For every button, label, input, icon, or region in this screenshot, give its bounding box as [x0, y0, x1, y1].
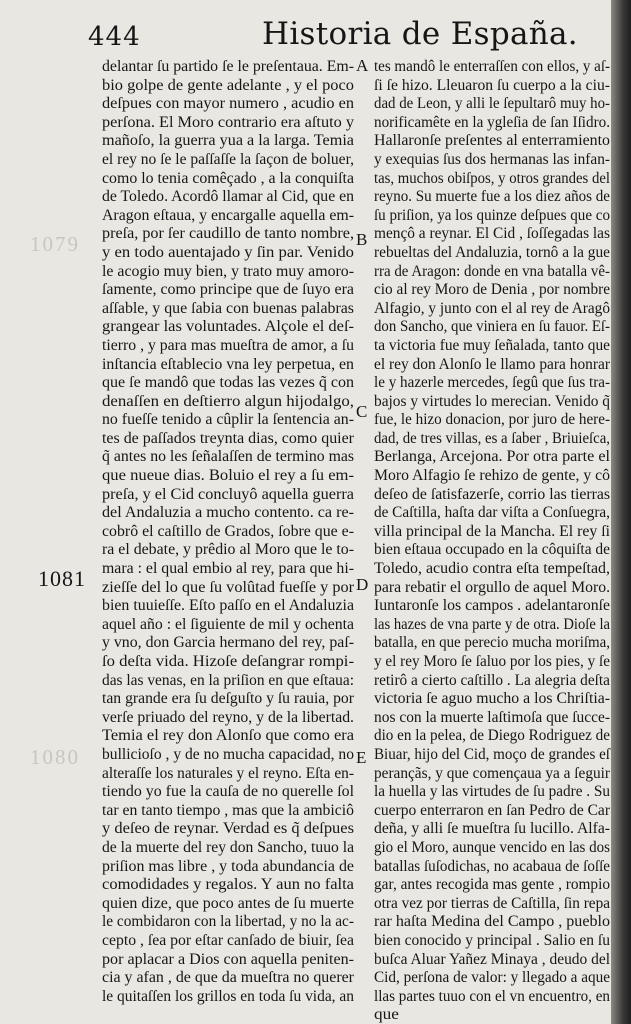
- page-edge-shadow: [611, 0, 631, 1024]
- text-line: deña, y alli ſe mueſtra ſu lucillo. Alfa-: [374, 820, 610, 838]
- text-line: q̃ antes no les ſeñalaſſen de termino mas: [102, 448, 354, 466]
- text-line: dad de Leon, y alli le ſepultarô muy ho-: [374, 95, 610, 113]
- text-line: cobrô el caſtillo de Grados, ſobre que e-: [102, 522, 354, 540]
- text-line: dio en la pelea, de Diego Rodriguez de: [374, 727, 610, 745]
- text-line: tierro , y para mas mueſtra de amor, a ſu: [102, 336, 354, 354]
- text-line: otra vez por tierras de Caſtilla, ſin repa: [374, 894, 610, 912]
- text-line: bien eſtaua occupado en la côquiſta de: [374, 541, 610, 559]
- text-line: Temia el rey don Alonſo que como era: [102, 727, 354, 745]
- text-line: tiendo yo fue la cauſa de no querelle ſol: [102, 783, 354, 801]
- text-line: y vno, don Garcia hermano del rey, paſ-: [102, 634, 354, 652]
- text-line: don Sancho, que viniera en ſu fauor. Eſ-: [374, 318, 610, 336]
- text-line: Biuar, hijo del Cid, moço de grandes eſ: [374, 745, 610, 763]
- text-line: Toledo, acudio contra eſta tempeſtad,: [374, 560, 610, 578]
- page-number: 444: [88, 22, 141, 52]
- text-line: mara : el qual embio al rey, para que hi-: [102, 560, 354, 578]
- text-line: victoria ſe aguo mucho a los Chriſtia-: [374, 690, 610, 708]
- text-line: Moro Alfagio ſe rehizo de gente, y cô: [374, 467, 610, 485]
- text-line: tas, muchos obiſpos, y otros grandes del: [374, 169, 610, 187]
- text-line: quien dize, que poco antes de ſu muerte: [102, 894, 354, 912]
- text-line: alteraſſe los naturales y el reyno. Eſta en-: [102, 764, 354, 782]
- left-text-column: [102, 58, 358, 1006]
- page-header: [0, 12, 611, 50]
- text-line: ſi ſe hizo. Lleuaron ſu cuerpo a la ciu-: [374, 76, 610, 94]
- text-line: denaſſen en deſtierro algun hijodalgo,: [102, 392, 354, 410]
- running-title: Historia de España.: [262, 16, 578, 52]
- margin-year: 1081: [38, 566, 86, 591]
- text-line: de la muerte del rey don Sancho, tuuo la: [102, 838, 354, 856]
- text-line: tar en tanto tiempo , mas que la ambiciô: [102, 801, 354, 819]
- section-marker-a: A: [356, 56, 369, 75]
- text-line: Iuntaronſe los campos . adelantaronſe: [374, 597, 610, 615]
- section-marker-c: C: [356, 402, 368, 421]
- text-line: tes de paſſados treynta dias, como quier: [102, 429, 354, 447]
- text-line: rebueltas del Andaluzia, tornô a la gue: [374, 243, 610, 261]
- text-line: das las venas, en la priſion en que eſtaua:: [102, 671, 354, 689]
- text-line: y en todo auentajado y ſin par. Venido: [102, 243, 354, 261]
- text-line: bullicioſo , y de no mucha capacidad, no: [102, 745, 354, 763]
- text-line: gar, antes recogida mas gente , rompio: [374, 876, 610, 894]
- text-line: retirô a cierto caſtillo . La alegria deſta: [374, 671, 610, 689]
- text-line: le combidaron con la libertad, y no la ac-: [102, 913, 354, 931]
- text-line: el rey no ſe le paſſaſſe la ſaçon de boluer,: [102, 150, 354, 168]
- text-line: batalla, en que perecio mucha moriſma,: [374, 634, 610, 652]
- text-line: bien tuuieſſe. Eſto paſſo en el Andaluzia: [102, 597, 354, 615]
- section-marker-b: B: [356, 230, 368, 249]
- text-line: Berlanga, Arcejona. Por otra parte el: [374, 448, 610, 466]
- text-line: cepto , ſea por eſtar canſado de biuir, ſea: [102, 931, 354, 949]
- text-line: verſe priuado del reyno, y de la libertad.: [102, 708, 354, 726]
- text-line: ſo deſta vida. Hizoſe deſangrar rompi-: [102, 653, 354, 670]
- text-line: deſeo de ſatisfazerſe, corrio las tierras: [374, 485, 610, 503]
- text-line: gio el Moro, aunque vencido en las dos: [374, 838, 610, 856]
- text-line: y el rey Moro ſe ſaluo por los pies, y ſe: [374, 653, 610, 670]
- text-line: tan grande era ſu deſguſto y ſu rauia, por: [102, 690, 354, 708]
- text-line: Alfagio, y junto con el al rey de Aragô: [374, 299, 610, 317]
- text-line: zieſſe del lo que ſu volûtad fueſſe y por: [102, 578, 354, 596]
- text-line: llas partes tuuo con el vn encuentro, en: [374, 987, 610, 1005]
- text-line: la huella y las virtudes de ſu padre . Su: [374, 783, 610, 801]
- text-line: aſſable, y que ſabia con buenas palabras: [102, 299, 354, 317]
- section-marker-d: D: [356, 575, 369, 594]
- text-line: bien conocido y principal . Salio en ſu: [374, 931, 610, 949]
- text-line: cia y afan , de que da mueſtra no querer: [102, 969, 354, 987]
- text-line: y exequias ſus dos hermanas las infan-: [374, 150, 610, 168]
- text-line: le acogio muy bien, y trato muy amoro-: [102, 262, 354, 280]
- text-line: ta victoria fue muy ſeñalada, tanto que: [374, 336, 610, 354]
- text-line: como lo tenia comêçado , a la conquiſta: [102, 169, 354, 187]
- text-line: Hallaronſe preſentes al enterramiento: [374, 132, 610, 150]
- text-line: el rey don Alonſo le llamo para honrar: [374, 355, 610, 373]
- text-line: mençô a reynar. El Cid , ſoſſegadas las: [374, 225, 610, 243]
- text-line: deſpues con mayor numero , acudio en: [102, 95, 354, 113]
- text-line: de Caſtilla, haſta dar viſta a Conſuegra,: [374, 504, 610, 522]
- text-line: le quitaſſen los grillos en toda ſu vida, an: [102, 987, 354, 1005]
- text-line: reyno. Su muerte fue a los diez años de: [374, 188, 610, 206]
- text-line: por aplacar a Dios con aquella peniten-: [102, 950, 354, 968]
- text-line: perançãs, y que començaua ya a ſeguir: [374, 764, 610, 782]
- text-line: que: [374, 1006, 399, 1024]
- text-line: grangear las voluntades. Alçole el deſ-: [102, 318, 354, 336]
- text-line: ſu priſion, ya los quinze deſpues que co: [374, 206, 610, 224]
- text-line: Cid, perſona de valor: y llegado a aque: [374, 969, 610, 987]
- text-line: comodidades y regalos. Y aun no falta: [102, 876, 354, 894]
- text-line: no fueſſe tenido a cûplir la ſentencia an-: [102, 411, 354, 429]
- text-line: priſion mas libre , y toda abundancia de: [102, 857, 354, 875]
- text-line: buſca Aluar Yañez Minaya , deudo del: [374, 950, 610, 968]
- text-line: del Andaluzia a mucho contento. ca re-: [102, 504, 354, 522]
- text-line: que ſe mandô que todas las vezes q̃ con: [102, 374, 354, 392]
- text-line: bajos y virtudes lo merecian. Venido q̃: [374, 392, 610, 410]
- text-line: aquel año : el ſiguiente de mil y ochenta: [102, 615, 354, 633]
- text-line: rar haſta Medina del Campo , pueblo: [374, 913, 610, 931]
- text-line: rra de Aragon: donde en vna batalla vê-: [374, 262, 610, 280]
- text-line: inſtancia eſtablecio vna ley perpetua, en: [102, 355, 354, 373]
- text-line: para rebatir el orgullo de aquel Moro.: [374, 578, 610, 596]
- text-line: y deſeo de reynar. Verdad es q̃ deſpues: [102, 820, 354, 838]
- text-line: cuerpo enterraron en ſan Pedro de Car: [374, 801, 610, 819]
- text-line: que nueue dias. Boluio el rey a ſu em-: [102, 467, 354, 485]
- text-line: preſa, por ſer caudillo de tanto nombre,: [102, 225, 354, 243]
- text-line: bio golpe de gente adelante , y el poco: [102, 76, 354, 94]
- text-line: nos con la muerte laſtimoſa que ſucce-: [374, 708, 610, 726]
- text-line: tes mandô le enterraſſen con ellos, y aſ-: [374, 58, 610, 75]
- text-line: delantar ſu partido ſe le preſentaua. Em-: [102, 58, 354, 75]
- text-line: fue, le hizo donacion, por juro de here-: [374, 411, 610, 429]
- text-line: norificamête en la ygleſia de ſan Iſidro.: [374, 113, 610, 131]
- bleed-through-year: 1080: [30, 745, 80, 769]
- text-line: cio al rey Moro de Denia , por nombre: [374, 281, 610, 299]
- bleed-through-year: 1079: [30, 232, 80, 256]
- text-line: ſamente, como principe que de ſuyo era: [102, 281, 354, 299]
- text-line: villa principal de la Mancha. El rey ſi: [374, 522, 610, 540]
- right-text-column: [374, 58, 611, 1024]
- text-line: mañoſo, la guerra yua a la larga. Temia: [102, 132, 354, 150]
- text-line: de Toledo. Acordô llamar al Cid, que en: [102, 188, 354, 206]
- text-line: batallas ſuſodichas, no acabaua de ſoſſe: [374, 857, 610, 875]
- section-marker-e: E: [356, 748, 367, 767]
- text-line: perſona. El Moro contrario era aſtuto y: [102, 113, 354, 131]
- text-line: preſa, y el Cid concluyô aquella guerra: [102, 485, 354, 503]
- text-line: le y hazerle mercedes, ſegû que ſus tra-: [374, 374, 610, 392]
- text-line: Aragon eſtaua, y encargalle aquella em-: [102, 206, 354, 224]
- text-line: ra el debate, y prêdio al Moro que le to-: [102, 541, 354, 559]
- text-line: las hazes de vna parte y de otra. Dioſe la: [374, 615, 610, 633]
- text-line: dad, de tres villas, es a ſaber , Briuieſca,: [374, 429, 610, 447]
